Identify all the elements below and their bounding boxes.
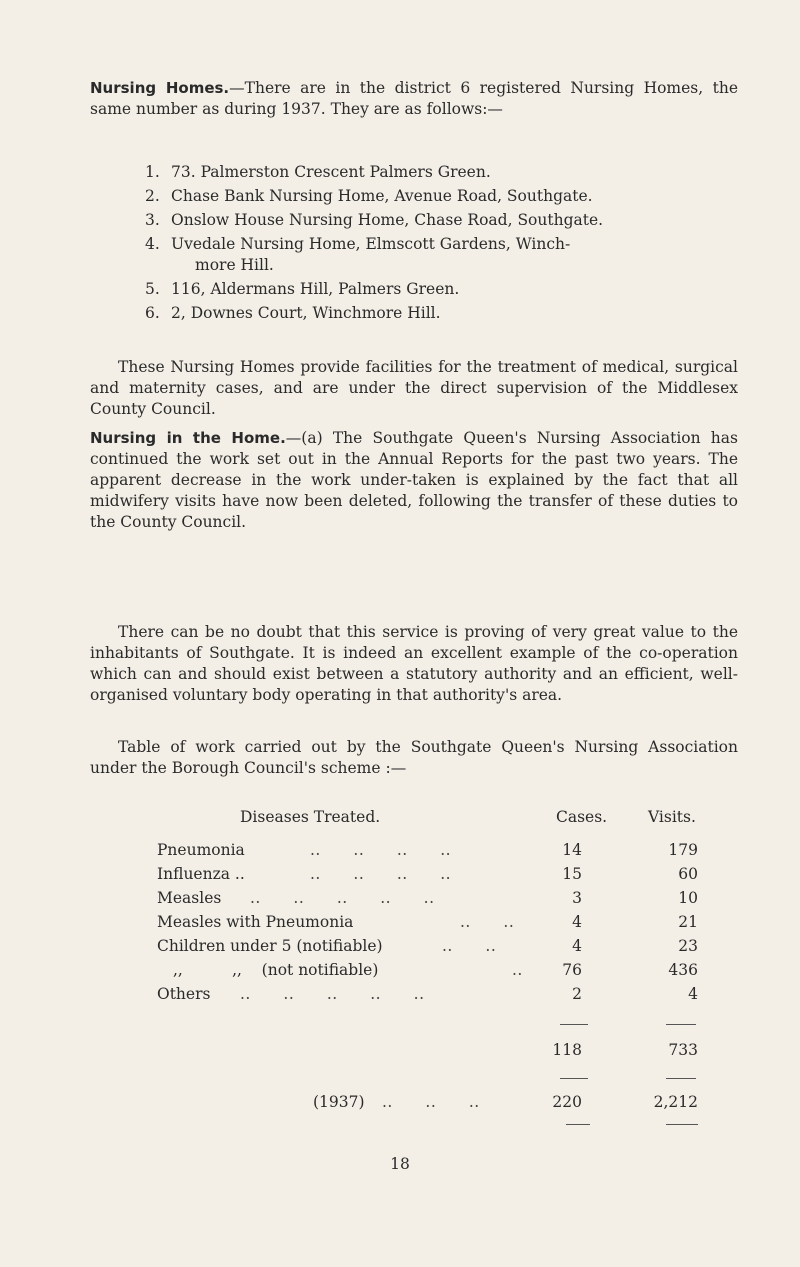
table-row [0,863,800,885]
column-rule [666,1078,696,1079]
table-row [0,887,800,909]
row-disease: ,, ,, (not notifiable) [173,961,379,979]
service-value-paragraph: There can be no doubt that this service is proving of very great value to the inhabitants of Southgate. It is indeed an excellent example of the co-operation which can and should exist between a statutory authority and an efficient, well-organised voluntary body operating in that authority's area. [90,623,738,704]
leader-dots: .. .. [442,937,497,955]
total-visits: 733 [668,1041,698,1059]
list-item-text: 73. Palmerston Crescent Palmers Green. [171,163,491,181]
row-visits: 60 [678,865,698,883]
list-item-number: 2. [145,187,160,205]
table-previous-year-row [0,1091,800,1113]
list-item-text: Chase Bank Nursing Home, Avenue Road, Southgate. [171,187,593,205]
column-rule [666,1024,696,1025]
row-visits: 23 [678,937,698,955]
list-item [145,210,738,231]
row-visits: 10 [678,889,698,907]
row-visits: 179 [668,841,698,859]
page-number: 18 [390,1155,410,1173]
list-item-text-continued: more Hill. [195,256,274,274]
row-disease: Measles [157,889,222,907]
nursing-homes-paragraph [90,78,738,120]
row-cases: 4 [572,937,582,955]
total-cases: 118 [552,1041,582,1059]
row-cases: 4 [572,913,582,931]
nursing-in-home-text: —(a) The Southgate Queen's Nursing Association has continued the work set out in the Annual Reports for the past two years. The apparent decrease in the work under-taken is explained by the fact that all midwifery visits have now been deleted, following the transfer of these duties to the County Council. [90,429,738,531]
nursing-homes-list [145,162,738,327]
list-item-text: Uvedale Nursing Home, Elmscott Gardens, Winch- [171,235,571,253]
leader-dots: .. [512,961,523,979]
row-disease: Measles with Pneumonia [157,913,354,931]
row-cases: 2 [572,985,582,1003]
leader-dots: .. .. .. .. .. [250,889,435,907]
row-disease: Pneumonia [157,841,245,859]
header-cases: Cases. [556,808,608,826]
list-item-number: 6. [145,304,160,322]
header-diseases: Diseases Treated. [240,808,381,826]
leader-dots: .. .. .. .. .. [240,985,425,1003]
list-item-number: 4. [145,235,160,253]
previous-cases: 220 [552,1093,582,1111]
row-visits: 21 [678,913,698,931]
column-rule [666,1124,698,1125]
row-cases: 14 [562,841,582,859]
table-row [0,839,800,861]
leader-dots: .. .. .. [382,1093,480,1111]
row-cases: 15 [562,865,582,883]
nursing-homes-heading: Nursing Homes. [90,79,230,97]
table-row [0,911,800,933]
leader-dots: .. .. .. .. [310,865,452,883]
list-item-number: 5. [145,280,160,298]
leader-dots: .. .. .. .. [310,841,452,859]
leader-dots: .. .. [460,913,515,931]
list-item-text: 2, Downes Court, Winchmore Hill. [171,304,441,322]
table-header-row [0,806,800,828]
table-intro-paragraph: Table of work carried out by the Southgate Queen's Nursing Association under the Borough Council's scheme :— [90,738,738,777]
nursing-in-home-paragraph [90,428,738,533]
table-row [0,935,800,957]
list-item [145,186,738,207]
list-item-text: 116, Aldermans Hill, Palmers Green. [171,280,460,298]
table-total-row [0,1039,800,1061]
row-disease: Children under 5 (notifiable) [157,937,383,955]
list-item [145,234,738,276]
previous-year-label: (1937) [313,1093,365,1111]
row-disease: Influenza .. [157,865,245,883]
list-item-text: Onslow House Nursing Home, Chase Road, Southgate. [171,211,604,229]
row-cases: 76 [562,961,582,979]
column-rule [566,1124,590,1125]
list-item [145,303,738,324]
header-visits: Visits. [648,808,696,826]
row-cases: 3 [572,889,582,907]
list-item [145,279,738,300]
table-row [0,983,800,1005]
list-item-number: 3. [145,211,160,229]
column-rule [560,1024,588,1025]
nursing-in-home-heading: Nursing in the Home. [90,429,286,447]
row-visits: 4 [688,985,698,1003]
nursing-homes-text: —There are in the district 6 registered Nursing Homes, the same number as during 1937. They are as follows:— [90,79,738,118]
table-row [0,959,800,981]
row-visits: 436 [668,961,698,979]
list-item [145,162,738,183]
list-item-number: 1. [145,163,160,181]
column-rule [560,1078,588,1079]
row-disease: Others [157,985,211,1003]
facilities-paragraph: These Nursing Homes provide facilities for the treatment of medical, surgical and maternity cases, and are under the direct supervision of the Middlesex County Council. [90,358,738,418]
previous-visits: 2,212 [653,1093,698,1111]
